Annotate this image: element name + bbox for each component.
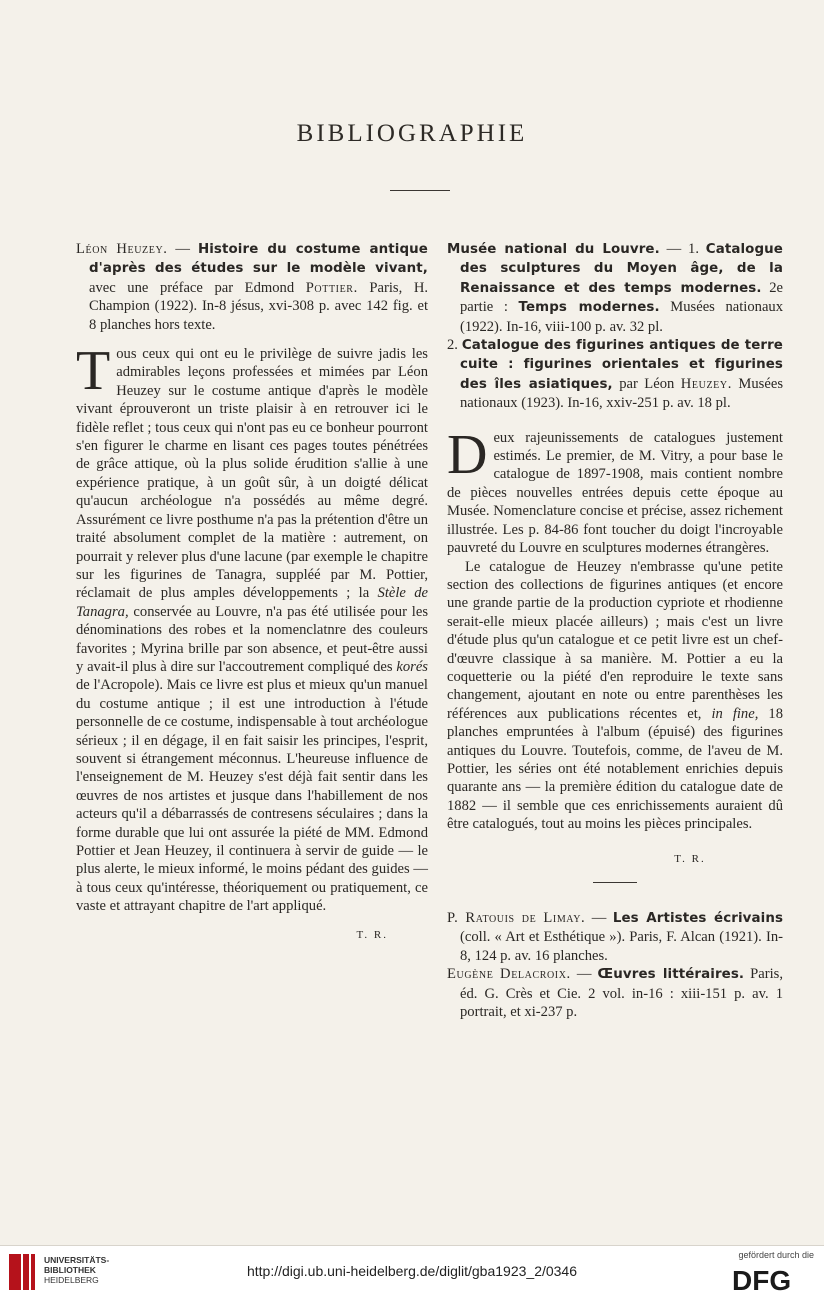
entry-dash: — — [585, 910, 613, 926]
review-par-2-end: 18 planches empruntées à l'album (épuisé) des figurines antiques du Louvre. Toutefois, comme, de l'aveu de M. Pottier, les séries ont été notablement enrichies depuis quarante ans — la première édition du catalogue date de 1882 — il semble que ces enrichissements auraient dû être catalogués, tout au moins les pièces principales. — [447, 705, 783, 833]
entry-dash: — — [570, 966, 598, 983]
entry-number: — 1. — [659, 241, 706, 257]
entry-details: 2e partie : — [460, 279, 783, 316]
entry-title: Catalogue des figurines antiques de terre cuite : figurines orientales et figurines des îles asiatiques, — [460, 338, 783, 392]
source-url-link[interactable]: http://digi.ub.uni-heidelberg.de/diglit/gba1923_2/0346 — [246, 1263, 578, 1279]
review-body-start: ous ceux qui ont eu le privilège de suivre jadis les admirables leçons professées et mimées par Léon Heuzey sur le costume antique d'après le modèle vivant éprouveront un triste plaisir à en retrouver ici le fidèle reflet ; tous ceux qui n'ont pas eu ce bonheur pourront s'en figurer le charme en lisant ces pages toutes pénétrées de grâce attique, où la plus solide érudition s'allie à une expérience pratique, à un goût sûr, à un doigté délicat qu'aucun archéologue n'a possédés au même degré. Assurément ce livre posthume n'a pas la prétention d'être un traité absolument complet de la matière : autrement, on pourrait y relever plus d'une lacune (par exemple le chapitre sur les figurines de Tanagra, suppléé par M. Pottier, réclamait de plus amples développements ; la — [76, 346, 428, 602]
footer-bar — [0, 1245, 824, 1298]
entry-details: (coll. « Art et Esthétique »). Paris, F. Alcan (1921). In-8, 124 p. av. 16 planches. — [460, 929, 783, 964]
library-line-1: UNIVERSITÄTS- — [44, 1255, 110, 1265]
bibliography-entry-heuzey — [76, 240, 428, 334]
signature: T. R. — [356, 928, 388, 941]
entry-number: 2. — [447, 337, 462, 354]
bibliography-entry-louvre-1 — [447, 240, 783, 336]
dropcap: T — [76, 340, 111, 403]
entry-details: Paris, éd. G. Crès et Cie. 2 vol. in-16 : xiii-151 p. av. 1 portrait, et xi-237 p. — [460, 966, 784, 1021]
bibliography-entry-ratouis — [447, 909, 783, 965]
entry-details: par Léon — [612, 375, 681, 392]
entry-head: Musée national du Louvre. — [447, 242, 660, 257]
title-rule — [390, 190, 450, 191]
review-par-2 — [447, 558, 783, 834]
preface-author: Pottier. — [305, 279, 358, 296]
entry-title: Les Artistes écrivains — [612, 911, 784, 926]
italic-term: korés — [396, 658, 428, 675]
signature: T. R. — [674, 852, 706, 865]
right-column — [447, 240, 783, 1021]
italic-term: in fine, — [711, 705, 759, 722]
italic-title: Stèle de Tanagra, — [76, 585, 428, 620]
entry-details-2: Paris, H. Champion (1922). In-8 jésus, xvi-308 p. avec 142 fig. et 8 planches hors texte. — [89, 279, 429, 333]
review-par-2-text: Le catalogue de Heuzey n'embrasse qu'une petite section des collections de figurines antiques (et encore une grande partie de la production cypriote et rhodienne serait-elle mieux placée ailleurs) ; mais c'est un livre d'étude plus qu'un catalogue et ce petit livre est un chef-d'œuvre classique à sa manière. M. Pottier a eu la coquetterie ou la piété d'en reproduire le texte sans changement, ajoutant en note ou entre parenthèses les références aux publications récentes et, — [447, 558, 783, 722]
entry-dash: — — [167, 241, 198, 257]
entry-title-2: Temps modernes. — [518, 300, 660, 316]
funded-by-label: gefördert durch die — [738, 1250, 814, 1260]
dropcap: D — [447, 423, 488, 486]
entry-details-2: Musées nationaux (1922). In-16, viii-100 p. av. 32 pl. — [460, 299, 784, 335]
dfg-logo-text: DFG — [732, 1265, 792, 1294]
bibliography-entry-delacroix — [447, 965, 783, 1021]
entry-author: Heuzey. — [680, 375, 732, 392]
entry-author: P. Ratouis de Limay. — [447, 910, 586, 926]
bibliography-entry-louvre-2 — [447, 336, 783, 413]
section-rule — [593, 882, 637, 883]
page-title: BIBLIOGRAPHIE — [296, 120, 528, 147]
entry-author: Léon Heuzey. — [76, 241, 168, 257]
review-body-mid: conservée au Louvre, n'a pas été utilisée pour les dénominations des robes et la nomenclatnre des couleurs favorites ; Myrina brille par son absence, et peut-être aussi y avait-il plus à dire sur l'accoutrement compliqué des — [76, 603, 428, 675]
entry-title: Histoire du costume antique d'après des études sur le modèle vivant, — [89, 242, 428, 277]
review-text — [76, 340, 428, 916]
library-line-3: HEIDELBERG — [44, 1275, 99, 1285]
review-par-1 — [447, 423, 783, 558]
entry-title: Œuvres littéraires. — [597, 967, 745, 983]
left-column — [76, 240, 428, 944]
entry-details: avec une préface par Edmond — [89, 279, 306, 296]
review-body-end: de l'Acropole). Mais ce livre est plus et mieux qu'un manuel du costume antique ; il est une introduction à l'étude personnelle de ce costume, indispensable à tout archéologue sérieux ; il en dégage, il en fait saisir les principes, l'esprit, souvent si étrangement méconnus. L'heureuse influence de l'enseignement de M. Heuzey s'est déjà fait sentir dans les œuvres de nos artistes et jusque dans l'habillement de nos acteurs qu'il a débarrassés de contresens séculaires ; dans la forme durable que lui ont assurée la piété de MM. Edmond Pottier et Jean Heuzey, il continuera à servir de guide — le plus alerte, le mieux informé, le moins pédant des guides — à tous ceux qu'intéresse, théoriquement ou pratiquement, ce vaste et attrayant chapitre de l'art appliqué. — [76, 677, 428, 915]
entry-details-2: Musées nationaux (1923). In-16, xxiv-251 p. av. 18 pl. — [460, 375, 783, 412]
entry-author: Eugène Delacroix. — [447, 966, 571, 983]
dfg-logo-icon — [730, 1264, 816, 1294]
review-par-1-text: eux rajeunissements de catalogues justement estimés. Le premier, de M. Vitry, a pour base le catalogue de 1897-1908, mais contient nombre de pièces nouvelles entrées depuis cette époque au Musée. Nomenclature concise et précise, assez richement illustrée. Les p. 84-86 font toucher du doigt l'incroyable pauvreté du Louvre en sculptures modernes étrangères. — [447, 429, 783, 557]
entry-title: Catalogue des sculptures du Moyen âge, de la Renaissance et des temps modernes. — [460, 242, 783, 296]
library-line-2: BIBLIOTHEK — [44, 1265, 96, 1275]
